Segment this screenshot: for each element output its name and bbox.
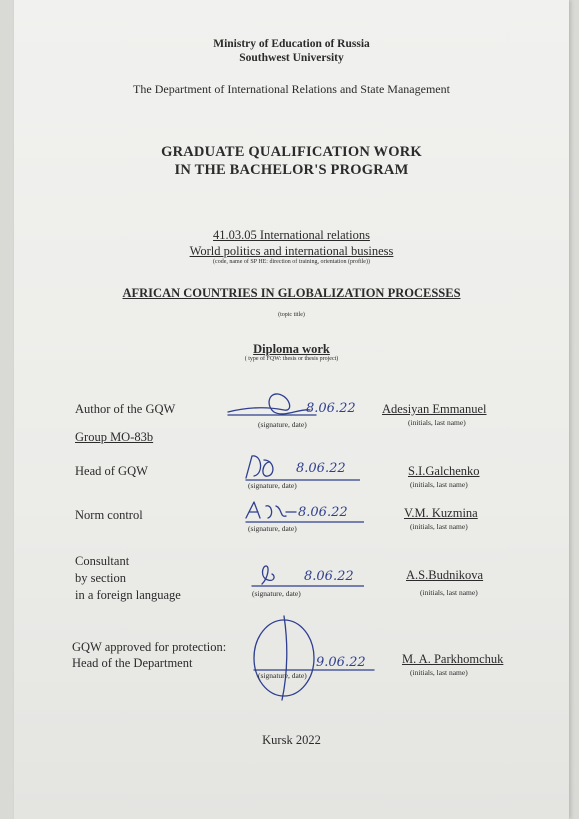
university-name: Southwest University <box>239 52 344 64</box>
consultant-label-line-1: Consultant <box>75 554 130 568</box>
program-caption: (code, name of SP HE: direction of training, orientation (profile)) <box>213 259 370 265</box>
norm-control-label: Norm control <box>75 508 143 522</box>
work-type: Diploma work <box>253 342 330 356</box>
consultant-signature <box>248 560 364 590</box>
head-name-caption: (initials, last name) <box>410 480 468 489</box>
city-year: Kursk 2022 <box>262 733 321 747</box>
head-label: Head of GQW <box>75 464 148 478</box>
author-name: Adesiyan Emmanuel <box>382 402 487 416</box>
document-title-line-2: IN THE BACHELOR'S PROGRAM <box>174 162 409 178</box>
head-signature-caption: (signature, date) <box>248 481 297 490</box>
approval-label-line-1: GQW approved for protection: <box>72 640 227 654</box>
norm-control-name: V.M. Kuzmina <box>404 506 478 520</box>
topic-caption: (topic title) <box>278 312 305 318</box>
consultant-name-caption: (initials, last name) <box>420 588 478 597</box>
consultant-name: A.S.Budnikova <box>406 568 484 582</box>
approval-signature <box>244 612 384 704</box>
approval-signature-caption: (signature, date) <box>258 671 307 680</box>
consultant-label-line-2: by section <box>75 571 127 585</box>
head-signature-date: 8.06.22 <box>296 461 346 476</box>
norm-control-name-caption: (initials, last name) <box>410 522 468 531</box>
author-signature <box>224 388 364 422</box>
consultant-signature-date: 8.06.22 <box>304 569 354 584</box>
approval-name-caption: (initials, last name) <box>410 668 468 677</box>
author-signature-caption: (signature, date) <box>258 420 307 429</box>
topic-title: AFRICAN COUNTRIES IN GLOBALIZATION PROCESSES <box>122 286 461 300</box>
program-code: 41.03.05 International relations <box>213 228 370 242</box>
document-title-line-1: GRADUATE QUALIFICATION WORK <box>161 144 422 160</box>
consultant-label-line-3: in a foreign language <box>75 588 181 602</box>
author-name-caption: (initials, last name) <box>408 418 466 427</box>
head-signature <box>240 450 360 484</box>
norm-control-signature <box>240 496 364 526</box>
norm-control-signature-caption: (signature, date) <box>248 524 297 533</box>
work-type-caption: ( type of FQW: thesis or thesis project) <box>244 356 339 362</box>
department-name: The Department of International Relations and State Management <box>133 82 450 96</box>
ministry-name: Ministry of Education of Russia <box>213 38 370 50</box>
author-signature-date: 8.06.22 <box>306 401 356 416</box>
author-label: Author of the GQW <box>75 402 176 416</box>
approval-signature-date: 9.06.22 <box>316 655 366 670</box>
program-profile: World politics and international business <box>189 244 394 258</box>
approval-label-line-2: Head of the Department <box>72 656 193 670</box>
norm-control-signature-date: 8.06.22 <box>298 505 348 520</box>
document-page <box>14 0 569 819</box>
consultant-signature-caption: (signature, date) <box>252 589 301 598</box>
head-name: S.I.Galchenko <box>408 464 480 478</box>
group-label: Group MO-83b <box>75 430 154 444</box>
approval-name: M. A. Parkhomchuk <box>402 652 504 666</box>
